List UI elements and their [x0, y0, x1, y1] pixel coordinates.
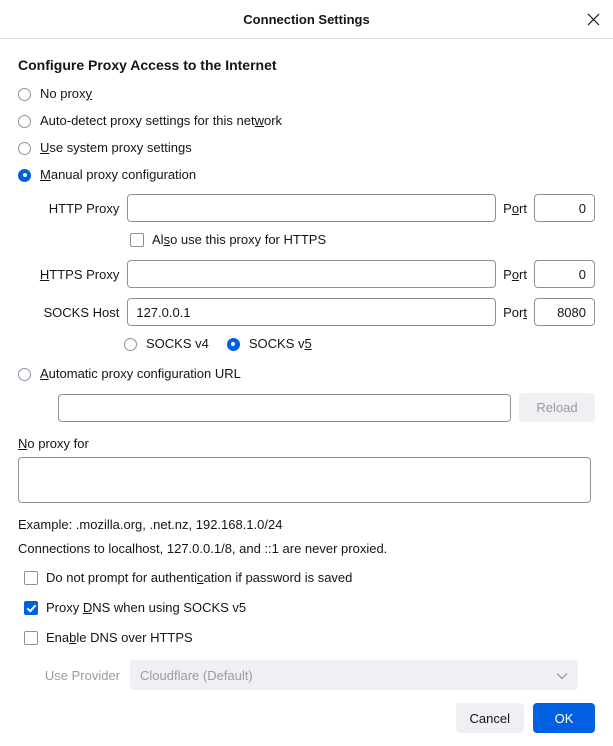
- dialog-content: [0, 39, 613, 690]
- checkbox-indicator: [24, 601, 38, 615]
- radio-manual-proxy[interactable]: [18, 167, 595, 183]
- provider-label: Use Provider: [44, 667, 120, 683]
- http-proxy-row: [18, 194, 595, 222]
- radio-indicator: [18, 169, 31, 182]
- radio-auto-config-url[interactable]: [18, 366, 595, 382]
- also-https-checkbox-row[interactable]: [130, 232, 595, 248]
- checkbox-label: Do not prompt for authentication if password is saved: [46, 570, 353, 585]
- radio-label: Automatic proxy configuration URL: [40, 366, 241, 381]
- chevron-down-icon: [556, 668, 568, 683]
- radio-indicator: [124, 338, 137, 351]
- options-group: [18, 570, 595, 646]
- checkbox-label: Proxy DNS when using SOCKS v5: [46, 600, 247, 615]
- auto-config-url-row: [58, 393, 595, 422]
- provider-row: [36, 660, 595, 690]
- radio-indicator: [18, 88, 31, 101]
- checkbox-indicator: [24, 571, 38, 585]
- https-proxy-row: [18, 260, 595, 288]
- also-https-label: Also use this proxy for HTTPS: [152, 232, 327, 247]
- radio-label: Manual proxy configuration: [40, 167, 197, 182]
- no-proxy-for-input[interactable]: [18, 457, 591, 503]
- radio-label: Auto-detect proxy settings for this network: [40, 113, 283, 128]
- radio-auto-detect[interactable]: [18, 113, 595, 129]
- close-icon[interactable]: [581, 7, 605, 31]
- radio-indicator: [227, 338, 240, 351]
- http-port-label: Port: [503, 200, 527, 216]
- dialog-footer: [0, 690, 613, 746]
- ok-button[interactable]: OK: [533, 703, 595, 733]
- http-proxy-input[interactable]: [127, 194, 496, 222]
- https-port-input[interactable]: [534, 260, 595, 288]
- radio-label: SOCKS v5: [248, 336, 312, 351]
- provider-value: Cloudflare (Default): [140, 667, 253, 683]
- checkbox-no-auth-prompt[interactable]: [24, 570, 595, 586]
- http-port-input[interactable]: [534, 194, 595, 222]
- dialog-titlebar: [0, 0, 613, 39]
- socks-port-label: Port: [503, 304, 527, 320]
- socks-host-input[interactable]: [127, 298, 496, 326]
- radio-label: No proxy: [40, 86, 93, 101]
- https-proxy-label: HTTPS Proxy: [39, 266, 120, 282]
- checkbox-proxy-dns[interactable]: [24, 600, 595, 616]
- radio-label: Use system proxy settings: [40, 140, 192, 155]
- radio-indicator: [18, 115, 31, 128]
- socks-host-row: [18, 298, 595, 326]
- provider-select[interactable]: [130, 660, 578, 690]
- checkbox-dns-over-https[interactable]: [24, 630, 595, 646]
- auto-config-url-input[interactable]: [58, 394, 511, 422]
- checkbox-indicator: [130, 233, 144, 247]
- socks-port-input[interactable]: [534, 298, 595, 326]
- checkbox-indicator: [24, 631, 38, 645]
- page-title: Configure Proxy Access to the Internet: [18, 57, 277, 73]
- reload-button[interactable]: Reload: [519, 393, 595, 422]
- radio-socks-v5[interactable]: [227, 336, 312, 352]
- radio-indicator: [18, 368, 31, 381]
- radio-no-proxy[interactable]: [18, 86, 595, 102]
- radio-label: SOCKS v4: [146, 336, 209, 351]
- no-proxy-example: Example: .mozilla.org, .net.nz, 192.168.1.0/24: [18, 517, 283, 532]
- radio-socks-v4[interactable]: [124, 336, 209, 352]
- radio-system-proxy[interactable]: [18, 140, 595, 156]
- http-proxy-label: HTTP Proxy: [48, 200, 120, 216]
- https-proxy-input[interactable]: [127, 260, 496, 288]
- no-proxy-for-label: No proxy for: [18, 436, 89, 451]
- https-port-label: Port: [503, 266, 527, 282]
- dialog-title: Connection Settings: [243, 11, 370, 27]
- socks-host-label: SOCKS Host: [43, 304, 120, 320]
- cancel-button[interactable]: Cancel: [456, 703, 524, 733]
- no-proxy-note: Connections to localhost, 127.0.0.1/8, and ::1 are never proxied.: [18, 541, 388, 556]
- socks-version-group: [124, 336, 595, 352]
- radio-indicator: [18, 142, 31, 155]
- checkbox-label: Enable DNS over HTTPS: [46, 630, 193, 645]
